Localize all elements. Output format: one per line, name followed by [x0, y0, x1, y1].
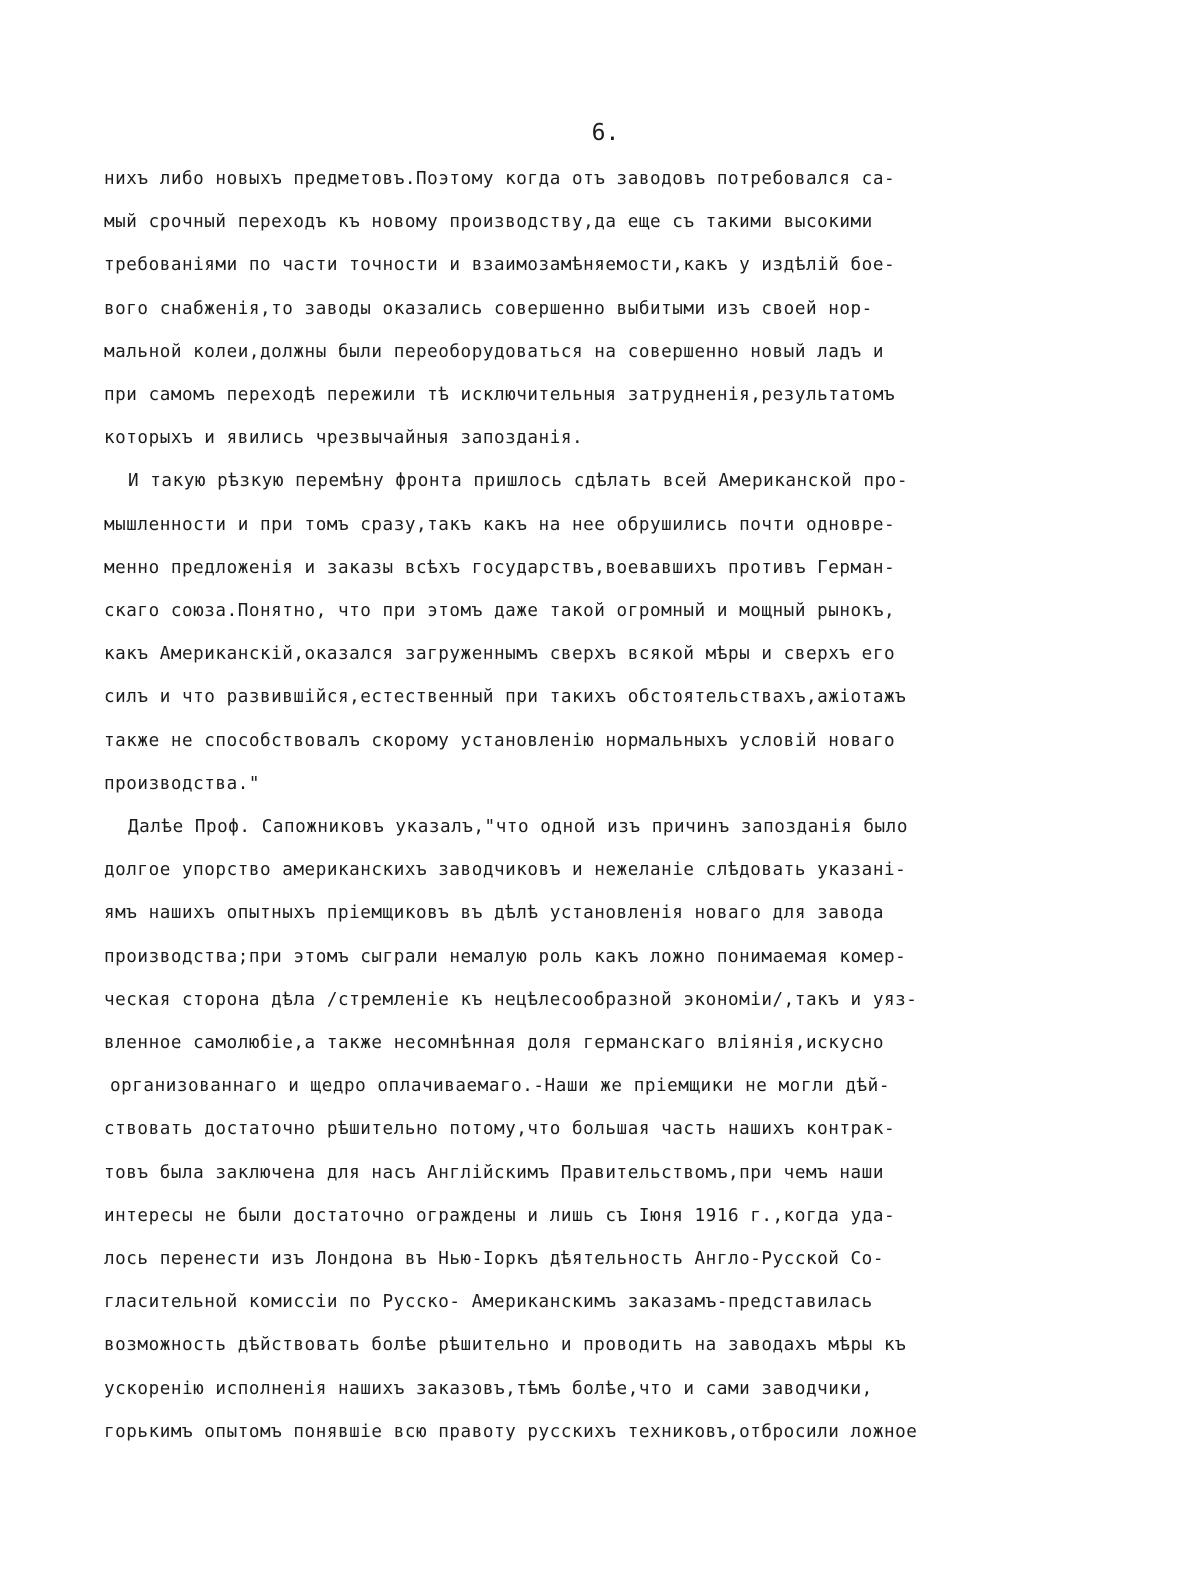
- text-line: ямъ нашихъ опытныхъ прiемщиковъ въ дѣлѣ установленiя новаго для завода: [104, 903, 884, 924]
- text-line: И такую рѣзкую перемѣну фронта пришлось сдѣлать всей Американской про-: [128, 471, 908, 492]
- page-number: 6.: [591, 120, 620, 146]
- text-line: гласительной комиссiи по Русско- Американскимъ заказамъ-представилась: [104, 1292, 873, 1313]
- text-line: мальной колеи,должны были переоборудоваться на совершенно новый ладъ и: [104, 341, 884, 362]
- text-line: также не способствовалъ скорому установленiю нормальныхъ условiй новаго: [104, 730, 896, 751]
- text-line: какъ Американскiй,оказался загруженнымъ сверхъ всякой мѣры и сверхъ его: [104, 644, 896, 665]
- text-line: силъ и что развившiйся,естественный при такихъ обстоятельствахъ,ажiотажъ: [104, 687, 907, 708]
- text-line: лось перенести изъ Лондона въ Нью-Iоркъ дѣятельность Англо-Русской Со-: [104, 1249, 884, 1270]
- text-line: мый срочный переходъ къ новому производству,да еще съ такими высокими: [104, 212, 873, 233]
- text-line: менно предложенiя и заказы всѣхъ государствъ,воевавшихъ противъ Герман-: [104, 557, 896, 578]
- text-line: ческая сторона дѣла /стремленiе къ нецѣлесообразной экономiи/,такъ и уяз-: [104, 989, 918, 1010]
- text-line: ускоренiю исполненiя нашихъ заказовъ,тѣмъ болѣе,что и сами заводчики,: [104, 1378, 873, 1399]
- text-line: производства;при этомъ сыграли немалую роль какъ ложно понимаемая комер-: [104, 946, 907, 967]
- text-line: скаго союза.Понятно, что при этомъ даже такой огромный и мощный рынокъ,: [104, 601, 896, 622]
- body-text: [104, 158, 1074, 1454]
- text-line: интересы не были достаточно ограждены и лишь съ Iюня 1916 г.,когда уда-: [104, 1205, 896, 1226]
- text-line: вого снабженiя,то заводы оказались совершенно выбитыми изъ своей нор-: [104, 298, 873, 319]
- text-line: горькимъ опытомъ понявшiе всю правоту русскихъ техниковъ,отбросили ложное: [104, 1421, 918, 1442]
- text-line: долгое упорство американскихъ заводчиковъ и нежеланiе слѣдовать указанi-: [104, 860, 907, 881]
- text-line: при самомъ переходѣ пережили тѣ исключительныя затрудненiя,результатомъ: [104, 385, 896, 406]
- text-line: которыхъ и явились чрезвычайныя запозданiя.: [104, 428, 584, 449]
- paragraph-3: [104, 806, 1074, 1454]
- paragraph-2: [104, 460, 1074, 806]
- text-line: организованнаго и щедро оплачиваемаго.-Наши же прiемщики не могли дѣй-: [110, 1076, 890, 1097]
- text-line: ствовать достаточно рѣшительно потому,что большая часть нашихъ контрак-: [104, 1119, 896, 1140]
- text-line: возможность дѣйствовать болѣе рѣшительно и проводить на заводахъ мѣры къ: [104, 1335, 907, 1356]
- paragraph-1: [104, 158, 1074, 460]
- text-line: мышленности и при томъ сразу,такъ какъ на нее обрушились почти одновре-: [104, 514, 896, 535]
- text-line: требованiями по части точности и взаимозамѣняемости,какъ у издѣлiй бое-: [104, 255, 896, 276]
- text-line: нихъ либо новыхъ предметовъ.Поэтому когда отъ заводовъ потребовался са-: [104, 169, 896, 189]
- text-line: товъ была заключена для насъ Англiйскимъ Правительствомъ,при чемъ наши: [104, 1162, 884, 1183]
- text-line: производства.": [104, 773, 260, 794]
- text-line: Далѣе Проф. Сапожниковъ указалъ,"что одной изъ причинъ запозданiя было: [128, 817, 908, 838]
- text-line: вленное самолюбiе,а также несомнѣнная доля германскаго влiянiя,искусно: [104, 1033, 884, 1054]
